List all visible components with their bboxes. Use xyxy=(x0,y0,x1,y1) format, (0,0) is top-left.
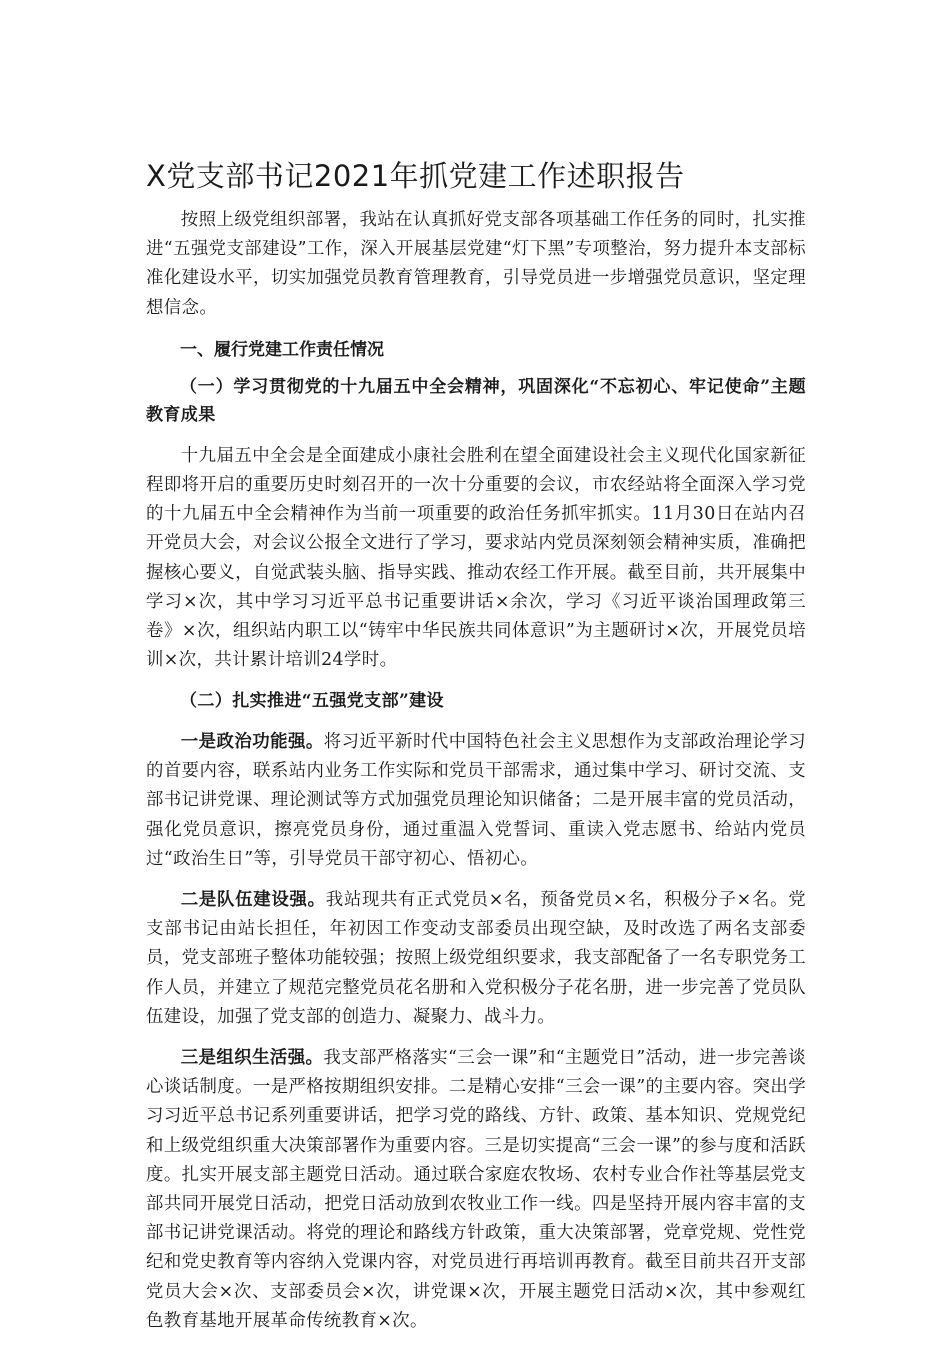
section-1-heading: 一、履行党建工作责任情况 xyxy=(180,339,384,360)
team-building-lead: 二是队伍建设强。 xyxy=(180,889,326,910)
organization-life-paragraph xyxy=(146,1044,806,1336)
document-title: X党支部书记2021年抓党建工作述职报告 xyxy=(146,159,685,193)
organization-life-lead: 三是组织生活强。 xyxy=(180,1047,324,1068)
political-function-body: 将习近平新时代中国特色社会主义思想作为支部政治理论学习的首要内容，联系站内业务工作实际和党员干部需求，通过集中学习、研讨交流、支部书记讲党课、理论测试等方式加强党员理论知识储备；二是开展丰富的党员活动，强化党员意识，擦亮党员身份，通过重温入党誓词、重读入党志愿书、给站内党员过“政治生日”等，引导党员干部守初心、悟初心。 xyxy=(146,731,806,869)
subsection-1-heading: （一）学习贯彻党的十九届五中全会精神，巩固深化“不忘初心、牢记使命”主题教育成果 xyxy=(146,376,806,426)
document-page xyxy=(146,150,806,1348)
team-building-body: 我站现共有正式党员×名，预备党员×名，积极分子×名。党支部书记由站长担任，年初因工作变动支部委员出现空缺，及时改选了两名支部委员，党支部班子整体功能较强；按照上级党组织要求，我支部配备了一名专职党务工作人员，并建立了规范完整党员花名册和入党积极分子花名册，进一步完善了党员队伍建设，加强了党支部的创造力、凝聚力、战斗力。 xyxy=(146,889,806,1027)
political-function-lead: 一是政治功能强。 xyxy=(180,731,324,752)
political-function-paragraph xyxy=(146,728,806,874)
subsection-2-heading: （二）扎实推进“五强党支部”建设 xyxy=(180,691,444,712)
organization-life-body: 我支部严格落实“三会一课”和“主题党日”活动，进一步完善谈心谈话制度。一是严格按期组织安排。二是精心安排“三会一课”的主要内容。突出学习习近平总书记系列重要讲话，把学习党的路线、方针、政策、基本知识、党规党纪和上级党组织重大决策部署作为重要内容。三是切实提高“三会一课”的参与度和活跃度。扎实开展支部主题党日活动。通过联合家庭农牧场、农村专业合作社等基层党支部共同开展党日活动，把党日活动放到农牧业工作一线。四是坚持开展内容丰富的支部书记讲党课活动。将党的理论和路线方针政策，重大决策部署，党章党规、党性党纪和党史教育等内容纳入党课内容，对党员进行再培训再教育。截至目前共召开支部党员大会×次、支部委员会×次，讲党课×次，开展主题党日活动×次，其中参观红色教育基地开展革命传统教育×次。 xyxy=(146,1047,807,1331)
intro-paragraph: 按照上级党组织部署，我站在认真抓好党支部各项基础工作任务的同时，扎实推进“五强党支部建设”工作，深入开展基层党建“灯下黑”专项整治，努力提升本支部标准化建设水平，切实加强党员教育管理教育，引导党员进一步增强党员意识，坚定理想信念。 xyxy=(146,210,806,318)
subsection-1-body: 十九届五中全会是全面建成小康社会胜利在望全面建设社会主义现代化国家新征程即将开启的重要历史时刻召开的一次十分重要的会议，市农经站将全面深入学习党的十九届五中全会精神作为当前一项重要的政治任务抓牢抓实。11月30日在站内召开党员大会，对会议公报全文进行了学习，要求站内党员深刻领会精神实质，准确把握核心要义，自觉武装头脑、指导实践、推动农经工作开展。截至目前，共开展集中学习×次，其中学习习近平总书记重要讲话×余次，学习《习近平谈治国理政第三卷》×次，组织站内职工以“铸牢中华民族共同体意识”为主题研讨×次，开展党员培训×次，共计累计培训24学时。 xyxy=(146,445,806,671)
team-building-paragraph xyxy=(146,886,806,1032)
